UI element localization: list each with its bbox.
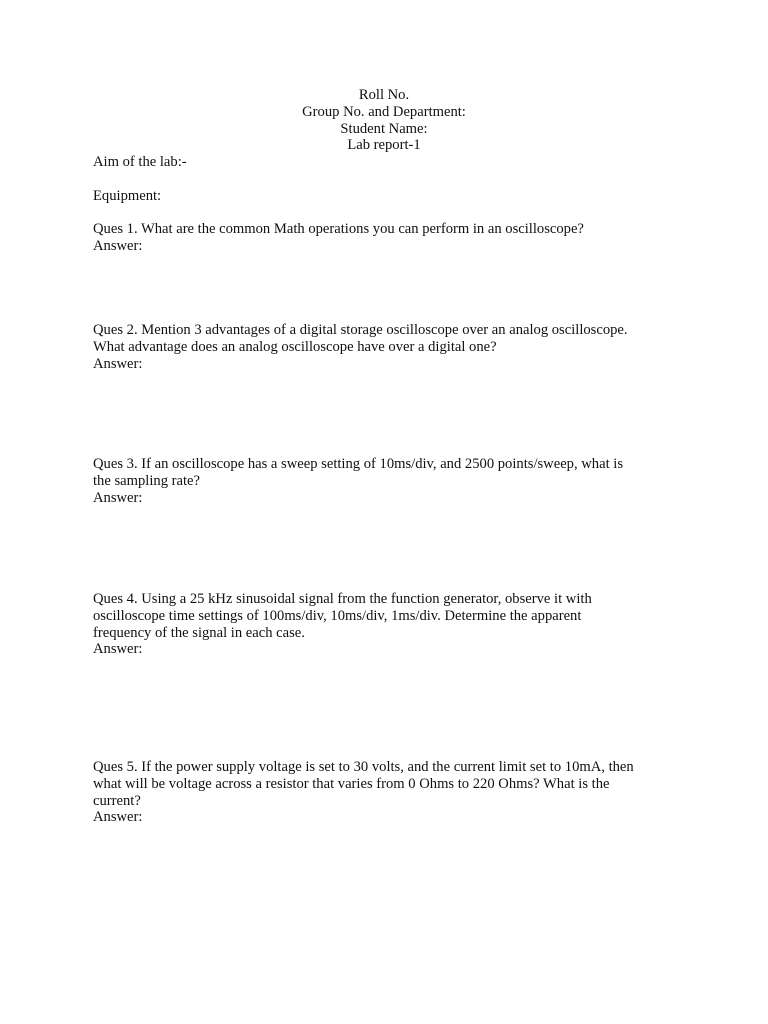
question-text-line: Ques 2. Mention 3 advantages of a digital storage oscilloscope over an analog oscilloscope. [93, 322, 628, 338]
report-title: Lab report-1 [347, 137, 421, 154]
answer-label: Answer: [93, 237, 143, 254]
equipment-section [93, 188, 683, 205]
question-text-line: Ques 5. If the power supply voltage is set to 30 volts, and the current limit set to 10mA, then [93, 759, 634, 775]
answer-label: Answer: [93, 489, 143, 506]
aim-section [93, 154, 683, 171]
question-text-line: Ques 3. If an oscilloscope has a sweep setting of 10ms/div, and 2500 points/sweep, what is [93, 456, 624, 472]
report-header [0, 87, 768, 154]
question-text-line: What advantage does an analog oscilloscope have over a digital one? [93, 338, 497, 355]
question-text-line: the sampling rate? [93, 472, 200, 489]
question-text-line: oscilloscope time settings of 100ms/div, 10ms/div, 1ms/div. Determine the apparent [93, 607, 582, 624]
question-text-line: what will be voltage across a resistor that varies from 0 Ohms to 220 Ohms? What is the [93, 775, 610, 792]
answer-label: Answer: [93, 641, 143, 658]
question-text-line: current? [93, 792, 141, 809]
question-4 [93, 591, 683, 658]
student-name-label: Student Name: [340, 120, 428, 137]
question-3 [93, 456, 683, 506]
question-2 [93, 322, 683, 372]
question-1 [93, 221, 683, 255]
question-text-line: Ques 4. Using a 25 kHz sinusoidal signal from the function generator, observe it with [93, 591, 592, 607]
equipment-label: Equipment: [93, 188, 162, 204]
group-department-label: Group No. and Department: [302, 103, 466, 120]
aim-label: Aim of the lab:- [93, 154, 187, 170]
question-text-line: Ques 1. What are the common Math operations you can perform in an oscilloscope? [93, 221, 584, 237]
question-text-line: frequency of the signal in each case. [93, 624, 305, 641]
answer-label: Answer: [93, 355, 143, 372]
answer-label: Answer: [93, 809, 143, 826]
question-5 [93, 759, 683, 826]
roll-no-label: Roll No. [358, 87, 410, 103]
